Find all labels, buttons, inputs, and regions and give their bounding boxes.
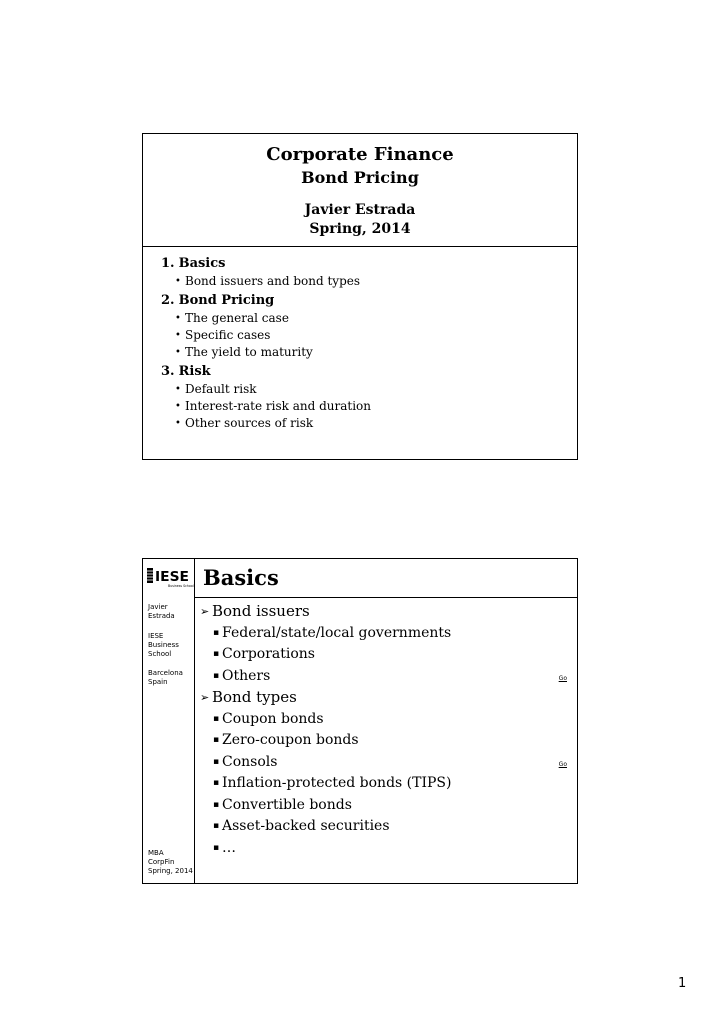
sidebar-author: Javier Estrada: [148, 603, 175, 620]
square-bullet-icon: ▪: [213, 778, 220, 788]
outline-item: • Interest-rate risk and duration: [175, 399, 372, 413]
logo-subtext: Business School: [168, 584, 194, 588]
list-item: ▪ …: [200, 838, 570, 860]
slide-content: [200, 601, 570, 859]
bullet-icon: •: [175, 401, 181, 412]
basics-slide: [142, 558, 578, 884]
section-number: 1.: [161, 256, 175, 271]
section-number: 3.: [161, 364, 175, 379]
outline: [161, 255, 561, 434]
list-item: ▪ Asset-backed securities: [200, 816, 570, 838]
outline-item: • Default risk: [175, 382, 257, 396]
list-item: ▪ Inflation-protected bonds (TIPS): [200, 773, 570, 795]
bullet-icon: •: [175, 384, 181, 395]
square-bullet-icon: ▪: [213, 627, 220, 638]
arrow-bullet-icon: ➢: [200, 605, 210, 618]
list-item: ▪ Convertible bonds: [200, 795, 570, 817]
lecture-title: Bond Pricing: [301, 168, 419, 187]
square-bullet-icon: ▪: [213, 756, 220, 767]
outline-item: • The yield to maturity: [175, 345, 313, 359]
arrow-bullet-icon: ➢: [200, 691, 210, 704]
outline-section: [161, 255, 561, 290]
sidebar-school: IESE Business School: [148, 632, 179, 658]
square-bullet-icon: ▪: [213, 821, 220, 831]
section-number: 2.: [161, 293, 175, 308]
title-slide: [142, 133, 578, 460]
bullet-icon: •: [175, 313, 181, 324]
author-name: Javier Estrada: [304, 202, 416, 218]
list-heading: ➢ Bond types: [200, 687, 570, 709]
outline-item: • Bond issuers and bond types: [175, 274, 361, 288]
course-title: Corporate Finance: [266, 144, 454, 165]
slide-title: Basics: [203, 565, 279, 590]
bullet-icon: •: [175, 347, 181, 358]
sidebar-location: Barcelona Spain: [148, 669, 183, 686]
square-bullet-icon: ▪: [213, 649, 220, 659]
list-item: ▪ Others: [200, 666, 570, 688]
bullet-icon: •: [175, 418, 181, 429]
outline-item: • Other sources of risk: [175, 416, 314, 430]
square-bullet-icon: ▪: [213, 799, 220, 810]
title-block: [143, 134, 577, 247]
section-title: Bond Pricing: [178, 293, 275, 308]
list-item: ▪ Federal/state/local governments: [200, 623, 570, 645]
square-bullet-icon: ▪: [213, 842, 220, 853]
logo-text: IESE: [155, 570, 189, 585]
list-item: ▪ Zero-coupon bonds: [200, 730, 570, 752]
go-link-types[interactable]: Go: [558, 761, 567, 768]
go-link-issuers[interactable]: Go: [558, 675, 567, 682]
square-bullet-icon: ▪: [213, 735, 220, 745]
bullet-icon: •: [175, 276, 181, 287]
outline-item: • The general case: [175, 311, 289, 325]
slide-sidebar: [143, 559, 195, 883]
slide-header: [194, 559, 577, 598]
bullet-icon: •: [175, 330, 181, 341]
list-heading: ➢ Bond issuers: [200, 601, 570, 623]
square-bullet-icon: ▪: [213, 670, 220, 681]
list-item: ▪ Coupon bonds: [200, 709, 570, 731]
list-item: ▪ Corporations: [200, 644, 570, 666]
sidebar-course: MBA CorpFin Spring, 2014: [148, 849, 193, 875]
section-title: Basics: [178, 256, 226, 271]
outline-item: • Specific cases: [175, 328, 271, 342]
term-label: Spring, 2014: [309, 221, 411, 237]
page-number: 1: [678, 976, 687, 991]
section-title: Risk: [178, 364, 211, 379]
iese-logo-icon: [146, 565, 194, 589]
outline-section: [161, 363, 561, 432]
square-bullet-icon: ▪: [213, 713, 220, 724]
outline-section: [161, 292, 561, 361]
list-item: ▪ Consols: [200, 752, 570, 774]
